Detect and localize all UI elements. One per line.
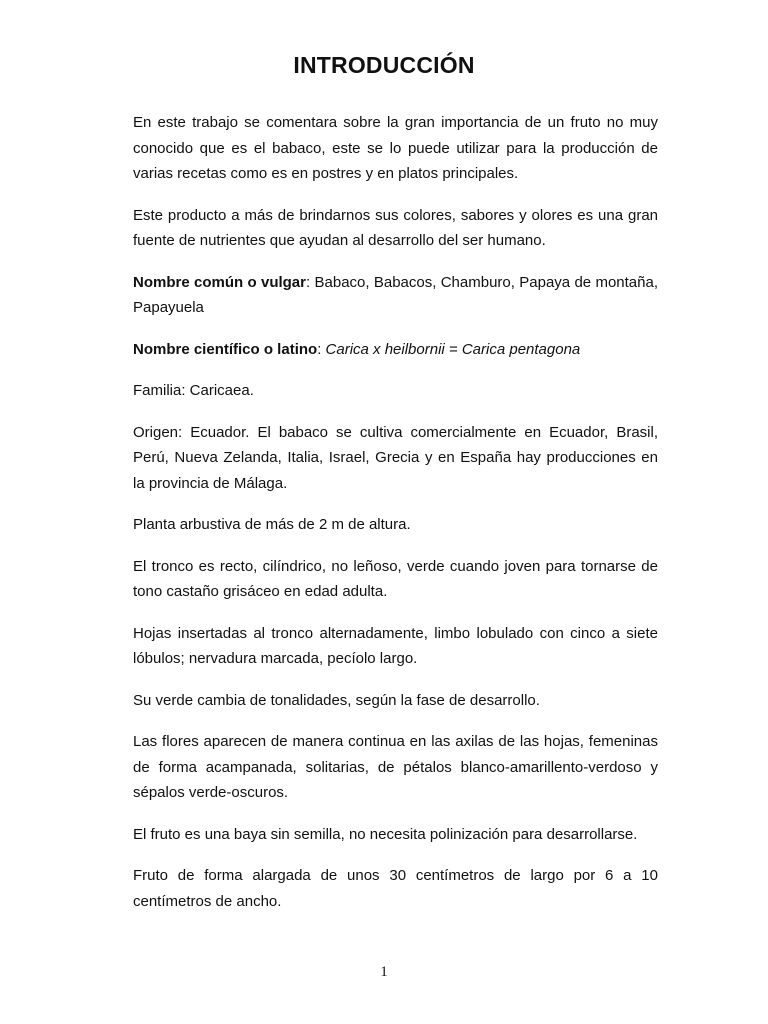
paragraph-color: Su verde cambia de tonalidades, según la fase de desarrollo. bbox=[133, 691, 540, 709]
scientific-name-separator: : bbox=[317, 340, 326, 358]
page-number: 1 bbox=[380, 964, 388, 980]
paragraph-fruit: El fruto es una baya sin semilla, no necesita polinización para desarrollarse. bbox=[133, 825, 638, 843]
document-title: INTRODUCCIÓN bbox=[293, 52, 475, 78]
paragraph-origin: Origen: Ecuador. El babaco se cultiva comercialmente en Ecuador, Brasil, Perú, Nueva Zelanda, Italia, Israel, Grecia y en España hay producciones en la provincia de Málaga. bbox=[133, 423, 658, 492]
scientific-name-value: Carica x heilbornii = Carica pentagona bbox=[325, 340, 581, 358]
document-body bbox=[133, 110, 658, 930]
paragraph-flowers: Las flores aparecen de manera continua en las axilas de las hojas, femeninas de forma acampanada, solitarias, de pétalos blanco-amarillento-verdoso y sépalos verde-oscuros. bbox=[133, 733, 658, 801]
paragraph-intro: En este trabajo se comentara sobre la gran importancia de un fruto no muy conocido que es el babaco, este se lo puede utilizar para la producción de varias recetas como es en postres y en platos principales. bbox=[133, 114, 658, 182]
paragraph-plant: Planta arbustiva de más de 2 m de altura. bbox=[133, 516, 411, 533]
common-name-separator: : bbox=[306, 273, 315, 291]
common-name-value: Babaco, Babacos, Chamburo, Papaya de montaña, Papayuela bbox=[133, 273, 658, 316]
paragraph-trunk: El tronco es recto, cilíndrico, no leñoso, verde cuando joven para tornarse de tono castaño grisáceo en edad adulta. bbox=[133, 557, 658, 600]
paragraph-nutrients: Este producto a más de brindarnos sus colores, sabores y olores es una gran fuente de nutrientes que ayudan al desarrollo del ser humano. bbox=[133, 206, 658, 249]
paragraph-fruit-size: Fruto de forma alargada de unos 30 centímetros de largo por 6 a 10 centímetros de ancho. bbox=[133, 867, 658, 910]
common-name-label: Nombre común o vulgar bbox=[133, 273, 306, 291]
paragraph-scientific-name bbox=[133, 337, 658, 363]
paragraph-common-name bbox=[133, 270, 658, 321]
paragraph-leaves: Hojas insertadas al tronco alternadamente, limbo lobulado con cinco a siete lóbulos; nervadura marcada, pecíolo largo. bbox=[133, 624, 658, 667]
scientific-name-label: Nombre científico o latino bbox=[133, 340, 318, 358]
paragraph-family: Familia: Caricaea. bbox=[133, 382, 254, 399]
